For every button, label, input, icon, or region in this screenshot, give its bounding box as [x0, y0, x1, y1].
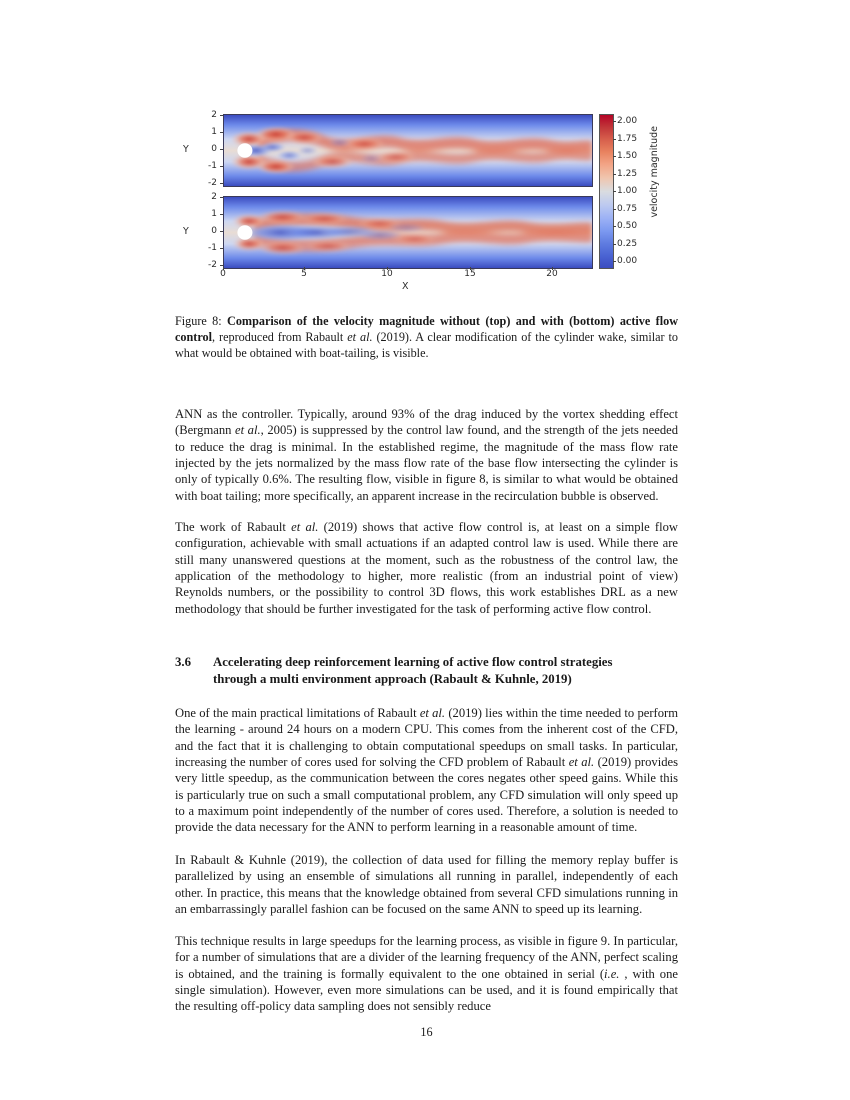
colorbar-tick-3: 1.25: [617, 169, 638, 179]
cylinder-top: [237, 143, 252, 158]
colorbar-tick-1: 1.75: [617, 134, 638, 144]
paragraph-2: [175, 519, 678, 617]
flow-field-bottom-svg: [224, 197, 592, 268]
p2-part-b: (2019) shows that active flow control is, at least on a simple flow configuration, achievable with small actuations if an adapted control law is used. While there are still many unanswered questions at the moment, such as the robustness of the control law, the application of the methodology to higher, more realistic (from an industrial point of view) Reynolds numbers, or the possibility to control 3D flows, this work establishes DRL as a new methodology that should be further investigated for the task of performing active flow control.: [175, 520, 679, 616]
p5-italic: i.e.: [604, 966, 620, 981]
ytick-bot-2: 0: [211, 226, 217, 236]
p2-italic: et al.: [291, 520, 319, 534]
ytick-top-2: 0: [211, 144, 217, 154]
colorbar-label: velocity magnitude: [649, 126, 660, 218]
ytick-top-4: -2: [208, 178, 217, 188]
p3-italic-2: et al.: [568, 755, 595, 770]
p3-italic-1: et al.: [419, 706, 446, 720]
xtick-4: 20: [546, 269, 558, 279]
caption-figure-number: Figure 8:: [175, 314, 228, 328]
p3-part-a: One of the main practical limitations of Rabault: [175, 706, 420, 720]
p2-part-a: The work of Rabault: [175, 520, 292, 534]
ytick-top-3: -1: [208, 161, 217, 171]
ytick-top-0: 2: [211, 110, 217, 120]
figure-plot-area: [175, 108, 678, 293]
flow-field-panel-without-control: [223, 114, 593, 187]
p3-part-c: (2019) provides very little speedup, as the communication between the cores negates other speed gains. While this is particularly true on such a small computational problem, any CFD simulation will only speed up to a maximum point independently of the number of cores used. Therefore, a solution is needed to provide the data necessary for the ANN to perform learning in a reasonable amount of time.: [175, 755, 678, 835]
y-axis-label-top: Y: [183, 144, 189, 155]
caption-rest-1: , reproduced from Rabault: [212, 330, 348, 345]
flow-field-top-svg: [224, 115, 592, 186]
paragraph-4: In Rabault & Kuhnle (2019), the collection of data used for filling the memory replay buffer is parallelized by using an ensemble of simulations all running in parallel, independently of each other. In practice, this means that the knowledge obtained from several CFD simulations running in an embarrassingly parallel fashion can be focused on the same ANN to speed up its learning.: [175, 853, 678, 917]
caption-rest-2: (2019). A clear modification of the cylinder wake, similar to what would be obtained with boat-tailing, is visible.: [175, 330, 678, 361]
xtick-3: 15: [464, 269, 476, 279]
ytick-bot-3: -1: [208, 243, 217, 253]
figure-8: [175, 108, 678, 293]
p1-part-a: ANN as the controller. Typically, around 93% of the drag induced by the vortex shedding effect (Bergmann: [175, 407, 678, 438]
colorbar-tick-4: 1.00: [617, 186, 638, 196]
colorbar-tick-6: 0.50: [617, 221, 638, 231]
ytick-bot-4: -2: [208, 260, 217, 270]
colorbar-tick-7: 0.25: [617, 239, 638, 249]
colorbar: [599, 114, 614, 269]
flow-field-panel-with-control: [223, 196, 593, 269]
section-heading-3-6: [175, 654, 678, 688]
colorbar-tick-5: 0.75: [617, 204, 638, 214]
xtick-1: 5: [301, 269, 307, 279]
colorbar-tick-8: 0.00: [617, 256, 638, 266]
paragraph-1: [175, 406, 678, 504]
xtick-2: 10: [381, 269, 393, 279]
p5-part-a: This technique results in large speedups for the learning process, as visible in figure 9. In particular, for a number of simulations that are a divider of the learning frequency of the ANN, perfect scaling is obtained, and the training is formally equivalent to the one obtained in serial (: [175, 934, 678, 981]
p3-part-b: (2019) lies within the time needed to perform the learning - around 24 hours on a modern CPU. This comes from the inherent cost of the CFD, and the fact that it is challenging to obtain computational speedups on small tasks. In particular, increasing the number of cores used for solving the CFD problem of Rabault: [175, 706, 679, 770]
paragraph-3: [175, 705, 678, 836]
ytick-bot-1: 1: [211, 209, 217, 219]
caption-bold-part: Comparison of the velocity magnitude without (top) and with (bottom) active flow control: [175, 314, 678, 345]
y-axis-label-bottom: Y: [183, 226, 189, 237]
xtick-0: 0: [220, 269, 226, 279]
colorbar-tick-2: 1.50: [617, 151, 638, 161]
figure-caption: [175, 313, 678, 361]
ytick-top-1: 1: [211, 127, 217, 137]
cylinder-bottom: [237, 225, 252, 240]
paragraph-5: [175, 933, 678, 1015]
x-axis-label: X: [402, 281, 409, 292]
p5-part-b: , with one single simulation). However, even more simulations can be used, and it is found empirically that the resulting off-policy data sampling does not sensibly reduce: [175, 966, 678, 1014]
p1-part-b: , 2005) is suppressed by the control law found, and the strength of the jets needed to reduce the drag is minimal. In the established regime, the magnitude of the mass flow rate injected by the jets normalized by the mass flow rate of the base flow intersecting the cylinder is only of typically 0.6%. The resulting flow, visible in figure 8, is similar to what would be obtained with boat tailing; more specifically, an apparent increase in the recirculation bubble is observed.: [175, 423, 679, 503]
caption-etal: et al.: [347, 330, 373, 345]
page-number: 16: [420, 1025, 433, 1039]
ytick-bot-0: 2: [211, 192, 217, 202]
section-title: Accelerating deep reinforcement learning of active flow control strategies through a multi environment approach (Rabault & Kuhnle, 2019): [213, 655, 613, 686]
p1-italic: et al.: [235, 423, 261, 438]
colorbar-tick-0: 2.00: [617, 116, 638, 126]
section-number: 3.6: [175, 655, 191, 669]
